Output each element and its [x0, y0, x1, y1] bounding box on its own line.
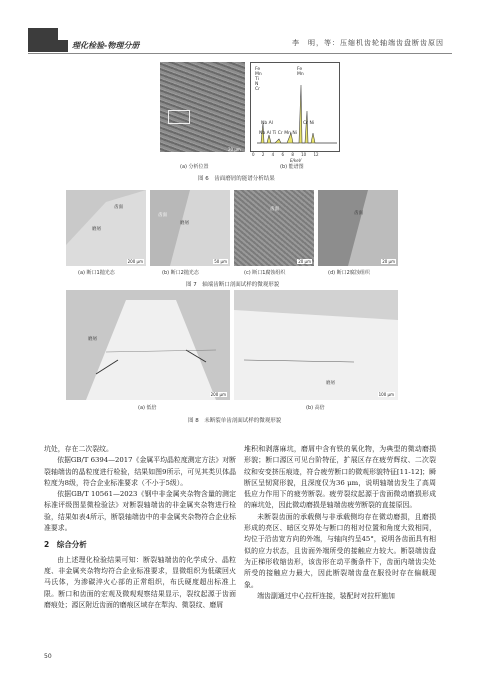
fig7-cap-d: (d) 断口2腐蚀组织	[328, 270, 370, 276]
analysis-region-box	[168, 110, 190, 124]
eds-small-labels	[259, 131, 297, 136]
scale-bar: 20 μm	[382, 259, 395, 264]
micro-label: 磨屑	[180, 221, 189, 226]
eds-minor-labels	[261, 121, 273, 126]
micro-label: 齿面	[158, 213, 167, 218]
tick-label: 0	[252, 152, 255, 157]
column-left	[44, 444, 236, 611]
fig8-cap-a: (a) 低倍	[138, 405, 157, 411]
fig8-cap-b: (b) 高倍	[306, 405, 325, 411]
eds-label: N	[255, 82, 259, 87]
eds-ticks	[252, 152, 319, 157]
paragraph: 由上述理化检验结果可知：断裂轴端齿的化学成分、晶粒度、非金属夹杂物均符合企业标准要求，显微组织为低碳回火马氏体，为渗碳淬火心部的正常组织，布氏硬度超出标准上限。断口和齿面的宏观及微观观察结果显示，裂纹起源于齿面磨痕处；源区附近齿面的磨痕区域存在犁沟、微裂纹、磨屑	[44, 555, 236, 609]
journal-name: 理化检验-物理分册	[72, 41, 140, 50]
eds-plot	[251, 63, 339, 151]
micro-a-shape	[66, 190, 146, 266]
eds-label: Al	[266, 131, 272, 136]
fig7-cap-a: (a) 断口1抛光态	[78, 270, 115, 276]
tick-label: 8	[291, 152, 294, 157]
micro-d-shape	[318, 190, 398, 266]
scale-bar: 50 μm	[214, 259, 227, 264]
eds-label: Al	[268, 121, 274, 126]
paragraph: 端齿副通过中心拉杆连接，装配时对拉杆施加	[257, 591, 395, 600]
paragraph: 依据GB/T 6394—2017《金属平均晶粒度测定方法》对断裂轴端齿的晶粒度进行检验，结果如图9所示，可见其类贝体晶粒度为8级，符合企业标准要求（不小于5级）。	[44, 456, 236, 487]
micro-image-high	[234, 290, 398, 400]
eds-xlabel: E/keV	[290, 158, 302, 163]
scale-bar: 200 μm	[210, 392, 226, 397]
journal-logo-notch	[58, 28, 68, 40]
header-rule	[28, 53, 452, 54]
sem-image	[160, 62, 245, 152]
fig6-cap-a: (a) 分析位置	[180, 164, 209, 170]
micro-label: 磨屑	[92, 227, 101, 232]
micro-image-c	[234, 190, 314, 266]
eds-label: Ni	[309, 121, 315, 126]
tick-label: 6	[281, 152, 285, 157]
micro-image-a	[66, 190, 146, 266]
scale-bar: 100 μm	[378, 392, 394, 397]
micro-image-d	[318, 190, 398, 266]
section-heading: 2 综合分析	[44, 540, 87, 550]
page-number: 50	[44, 653, 52, 660]
eds-label: Cr	[303, 121, 308, 126]
running-title: 李 明，等：压缩机齿轮轴端齿盘断齿原因	[292, 39, 444, 47]
paragraph: 堆积和剥落麻坑，磨屑中含有铁的氧化物，为典型的微动磨损形貌；断口源区可见台阶特征，扩展区存在疲劳辉纹、二次裂纹和安变挤压痕迹，符合疲劳断口的微观形貌特征[11-12]；瞬断区呈韧窝形貌，且深度仅为36 μm，说明轴端齿发生了高周低应力作用下的疲劳断裂。疲劳裂纹起源于齿面微动磨损形成的麻坑处，因此微动磨损是轴端齿疲劳断裂的直接原因。	[244, 445, 436, 510]
eds-label: Ti	[272, 131, 277, 136]
micro-label: 磨屑	[88, 337, 97, 342]
eds-label: Cr	[277, 131, 283, 136]
eds-right-labels	[297, 67, 304, 77]
high-shape	[234, 290, 398, 400]
eds-label: Fe	[297, 67, 303, 72]
eds-label: Ti	[255, 77, 259, 82]
eds-label: Mn	[297, 72, 304, 77]
micro-image-b	[150, 190, 230, 266]
fig6-title: 图 6 齿面磨屑的能谱分析结果	[198, 176, 275, 182]
scale-bar: 200 μm	[127, 259, 143, 264]
paragraph: 依据GB/T 10561—2023《钢中非金属夹杂物含量的测定 标准评级图显微检验法》对断裂轴端齿的非金属夹杂物进行检验，结果如表4所示，断裂轴端齿中的非金属夹杂物符合企业标准要求。	[44, 490, 236, 533]
micro-b-shape	[150, 190, 230, 266]
micro-label: 齿面	[354, 211, 363, 216]
eds-label: Fe	[255, 67, 261, 72]
fig7-cap-c: (c) 断口1腐蚀组织	[244, 270, 286, 276]
eds-label: Nb	[259, 131, 266, 136]
paragraph: 未断裂齿面的承载侧与非承载侧均存在微动磨损，且磨损形成的亮区、暗区交界处与断口的相对位置和角度大致相同，均位于沿齿宽方向的外端，与轴向约呈45°，说明各齿面具有相似的应力状态，且齿面外端所受的接触应力较大。断裂端齿盘为正梯形收缩齿形，该齿形在动平衡条件下，齿面内端齿尖处所受的接触应力最大，因此断裂端齿盘在服役时存在偏载现象。	[244, 512, 436, 589]
eds-minor-labels-2	[303, 121, 314, 126]
fig7-cap-b: (b) 断口2抛光态	[162, 270, 199, 276]
low-shape	[66, 290, 230, 400]
paragraph: 坑处，存在二次裂纹。	[44, 445, 113, 453]
fig6-cap-b: (b) 能谱图	[280, 164, 304, 170]
eds-spectrum	[250, 62, 340, 152]
eds-label: Cr	[255, 87, 260, 92]
sem-scale-bar: 20 μm	[228, 147, 241, 152]
tick-label: 4	[271, 152, 275, 157]
eds-left-labels	[255, 67, 262, 92]
micro-label: 齿面	[114, 205, 123, 210]
eds-label: Nb	[261, 121, 268, 126]
micro-label: 磨屑	[326, 381, 335, 386]
tick-label: 12	[313, 152, 319, 157]
eds-label: Ni	[292, 131, 298, 136]
scale-bar: 20 μm	[298, 259, 311, 264]
fig8-title: 图 8 未断裂单齿剖面试样的微观形貌	[188, 418, 282, 424]
micro-image-low	[66, 290, 230, 400]
fig7-title: 图 7 轴端齿断口剖面试样的微观形貌	[186, 282, 280, 288]
tick-label: 2	[261, 152, 265, 157]
eds-label: Mn	[284, 131, 291, 136]
micro-label: 齿面	[270, 207, 279, 212]
eds-label: Mn	[255, 72, 262, 77]
column-right	[244, 444, 436, 602]
tick-label: 10	[301, 152, 307, 157]
